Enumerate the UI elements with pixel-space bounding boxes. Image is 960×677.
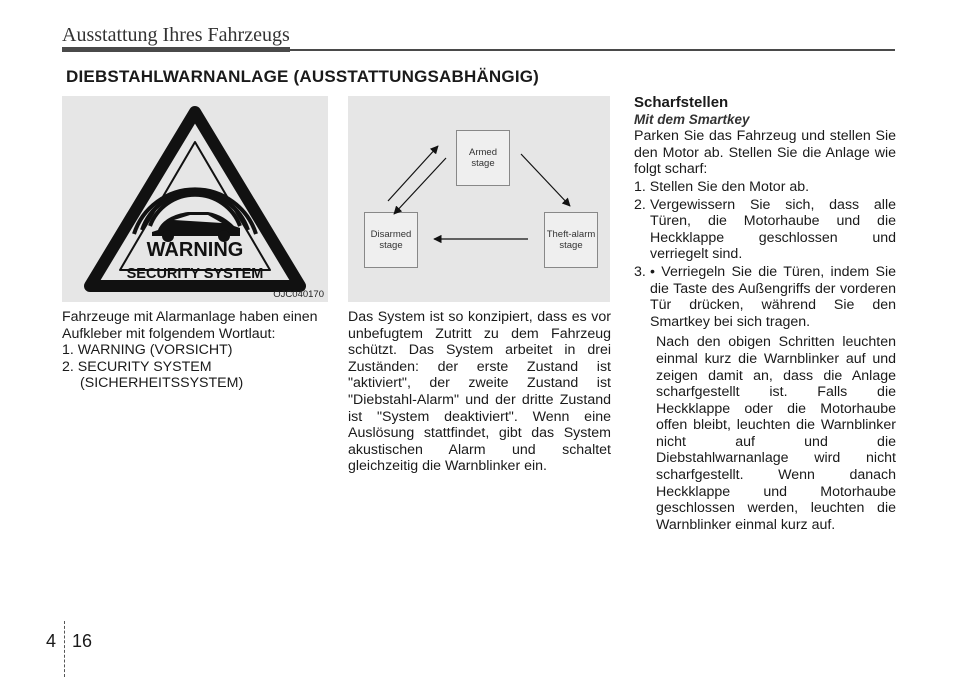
arming-heading: Scharfstellen <box>634 94 729 111</box>
stage-arrows <box>348 96 610 302</box>
page-number: 16 <box>72 631 93 651</box>
column-left <box>62 309 328 392</box>
column-middle <box>348 309 611 475</box>
security-system-label: SECURITY SYSTEM <box>126 266 264 282</box>
step-2-text: Vergewissern Sie sich, dass alle Türen, die Motorhaube und die Heckklappe geschlossen und verriegelt sind. <box>650 196 896 263</box>
arming-step-3 <box>634 264 896 330</box>
arming-step-1: 1. Stellen Sie den Motor ab. <box>634 178 810 195</box>
sticker-item-1: 1. WARNING (VORSICHT) <box>62 342 233 359</box>
arming-step-2 <box>634 197 896 263</box>
warning-label: WARNING <box>146 239 244 261</box>
warning-sticker-figure <box>62 96 328 302</box>
footer-divider <box>64 621 65 677</box>
system-description: Das System ist so konzipiert, dass es vor unbefugtem Zutritt zu dem Fahrzeug schützt. Das System arbeitet in drei Zuständen: der erste Zustand ist "aktiviert", der zweite Zustand ist "Diebstahl-Alarm" und der dritte Zustand ist "System deaktiviert". Wenn eine Auslösung stattfindet, gibt das System akustischen Alarm und schaltet gleichzeitig die Warnblinker ein. <box>348 309 611 475</box>
sticker-intro: Fahrzeuge mit Alarmanlage haben einen Aufkleber mit folgendem Wortlaut: <box>62 309 318 342</box>
arming-intro: Parken Sie das Fahrzeug und stellen Sie den Motor ab. Stellen Sie die Anlage wie folgt scharf: <box>634 128 896 178</box>
column-right <box>634 95 896 533</box>
armed-stage-label: Armed stage <box>469 147 497 169</box>
header-rule <box>290 49 895 51</box>
running-header: Ausstattung Ihres Fahrzeugs <box>62 24 290 46</box>
disarmed-stage-label: Disarmed stage <box>370 229 412 251</box>
chapter-number: 4 <box>46 631 57 651</box>
step-3-number: 3. <box>634 263 646 280</box>
figure-code: OJC040170 <box>273 289 324 300</box>
section-title: DIEBSTAHLWARNANLAGE (AUSSTATTUNGSABHÄNGIG) <box>66 67 540 86</box>
header-bar <box>62 47 290 52</box>
smartkey-subheading: Mit dem Smartkey <box>634 111 750 127</box>
step-2-number: 2. <box>634 196 646 213</box>
step-3-text: • Verriegeln Sie die Türen, indem Sie die Taste des Außengriffs der vorderen Tür drücken, während Sie den Smartkey bei sich tragen. <box>650 263 896 330</box>
alarm-stage-diagram <box>348 96 610 302</box>
theft-alarm-stage-label: Theft-alarm stage <box>546 229 596 251</box>
sticker-item-2: 2. SECURITY SYSTEM <box>62 358 212 375</box>
sticker-item-2-translation: (SICHERHEITSSYSTEM) <box>80 375 244 392</box>
warning-triangle-icon <box>62 96 328 302</box>
arming-note: Nach den obigen Schritten leuchten einmal kurz die Warnblinker auf und zeigen damit an, dass die Anlage scharfgestellt ist. Falls die Heckklappe oder die Motorhaube offen bleibt, leuchten die Warnblinker nicht auf und die Diebstahlwarnanlage wird nicht scharfgestellt. Wenn danach Heckklappe und Motorhaube geschlossen werden, leuchten die Warnblinker einmal kurz auf. <box>656 334 896 533</box>
